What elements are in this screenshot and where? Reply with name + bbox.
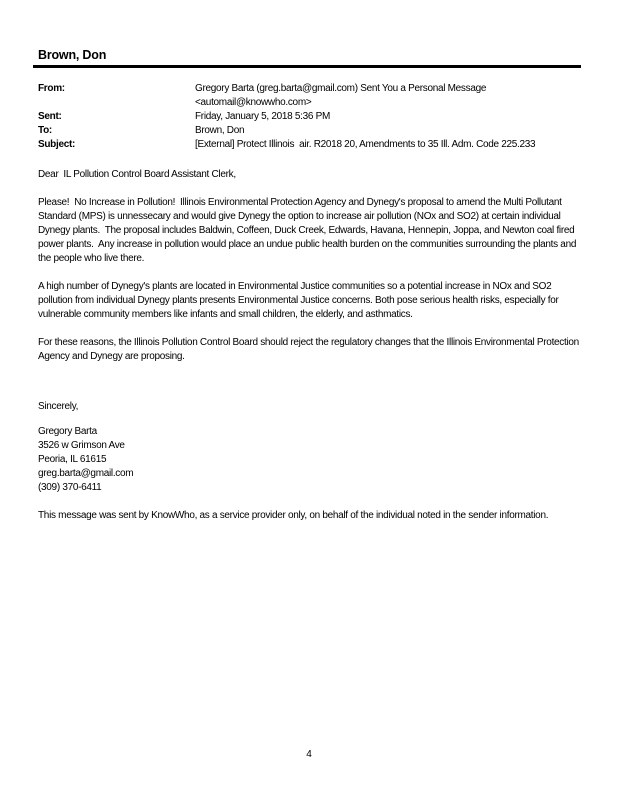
letter-body <box>38 168 585 523</box>
recipient-name: Brown, Don <box>38 48 107 62</box>
to-line: Brown, Don <box>195 125 245 136</box>
from-line-1: Gregory Barta (greg.barta@gmail.com) Sent You a Personal Message <box>195 83 487 94</box>
paragraph-2: A high number of Dynegy's plants are located in Environmental Justice communities so a potential increase in NOx and SO2 pollution from individual Dynegy plants presents Environmental Justice concerns. Both pose serious health risks, especially for vulnerable community members like infants and small children, the elderly, and asthmatics. <box>38 281 561 320</box>
paragraph-1: Please! No Increase in Pollution! Illinois Environmental Protection Agency and Dynegy's proposal to amend the Multi Pollutant Standard (MPS) is unnessecary and would give Dynegy the option to increase air pollution (NOx and SO2) at certain individual Dynegy plants. The proposal includes Baldwin, Coffeen, Duck Creek, Edwards, Havana, Hennepin, Joppa, and Newton coal fired power plants. Any increase in pollution would place an undue public health burden on the communities surrounding the plants and the people who live there. <box>38 197 579 264</box>
field-value-subject <box>195 138 585 152</box>
field-value-from <box>195 82 585 110</box>
signature-email: greg.barta@gmail.com <box>38 468 134 479</box>
subject-line: [External] Protect Illinois air. R2018 20, Amendments to 35 Ill. Adm. Code 225.233 <box>195 139 536 150</box>
signature-street: 3526 w Grimson Ave <box>38 440 125 451</box>
field-label-subject: Subject: <box>38 139 76 150</box>
email-header-fields <box>38 82 585 152</box>
signature-block <box>38 425 585 495</box>
signature-name: Gregory Barta <box>38 426 97 437</box>
field-row-from <box>38 82 585 110</box>
closing: Sincerely, <box>38 401 79 412</box>
field-row-to <box>38 124 585 138</box>
field-value-sent <box>195 110 585 124</box>
signature-phone: (309) 370-6411 <box>38 482 102 493</box>
sent-line: Friday, January 5, 2018 5:36 PM <box>195 111 331 122</box>
paragraph-3: For these reasons, the Illinois Pollution Control Board should reject the regulatory changes that the Illinois Environmental Protection Agency and Dynegy are proposing. <box>38 337 581 362</box>
header-rule <box>33 65 581 68</box>
letter-header <box>38 48 585 68</box>
field-row-subject <box>38 138 585 152</box>
signature-city: Peoria, IL 61615 <box>38 454 107 465</box>
disclaimer: This message was sent by KnowWho, as a service provider only, on behalf of the individual noted in the sender information. <box>38 510 549 521</box>
salutation: Dear IL Pollution Control Board Assistant Clerk, <box>38 169 236 180</box>
field-label-sent: Sent: <box>38 111 62 122</box>
page-number: 4 <box>306 749 312 760</box>
field-row-sent <box>38 110 585 124</box>
field-value-to <box>195 124 585 138</box>
field-label-from: From: <box>38 83 65 94</box>
from-line-2: <automail@knowwho.com> <box>195 97 312 108</box>
field-label-to: To: <box>38 125 52 136</box>
